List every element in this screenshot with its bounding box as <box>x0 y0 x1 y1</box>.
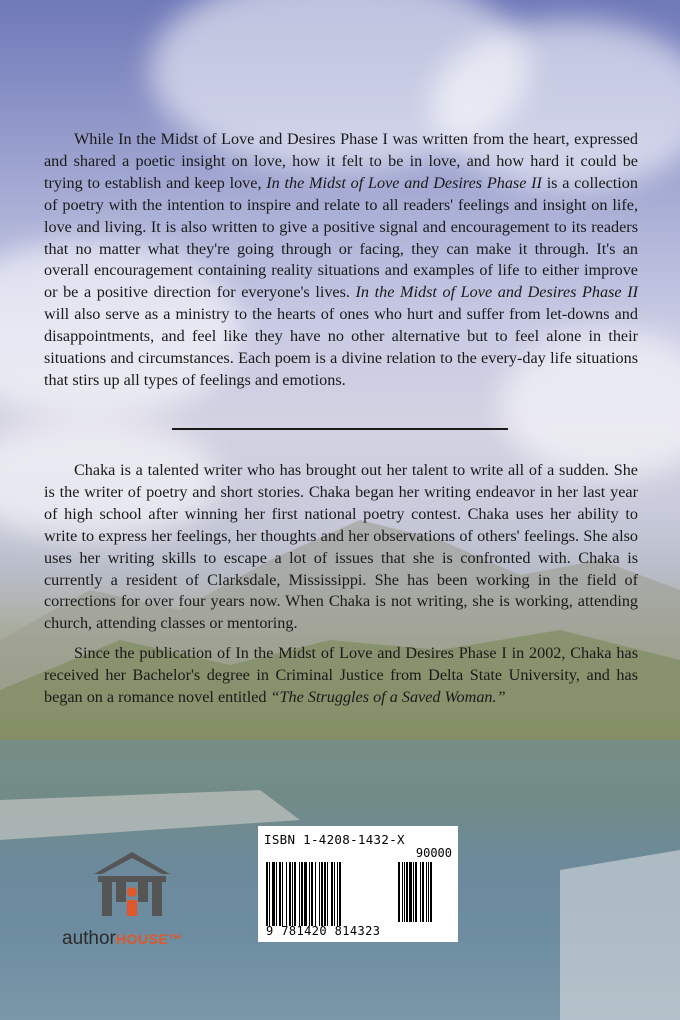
barcode-bar <box>319 862 320 926</box>
addon-bar <box>428 862 429 922</box>
barcode-bar <box>321 862 323 926</box>
barcode-bar <box>289 862 291 926</box>
barcode-bar <box>272 862 275 926</box>
barcode-bar <box>304 862 307 926</box>
book-description <box>44 129 638 392</box>
bio-paragraph: Chaka is a talented writer who has brought out her talent to write all of a sudden. She is the writer of poetry and short stories. Chaka began her writing endeavor in her last year of high school after winning her first national poetry contest. Chaka uses her ability to write to express her feelings, her thoughts and her observations of others' feelings. She also uses her writing skills to escape a lot of issues that she is confronted with. Chaka is currently a resident of Clarksdale, Mississippi. She has been working in the field of corrections for over four years now. When Chaka is not writing, she is working, attending church, attending classes or mentoring. <box>44 461 638 633</box>
publisher-name-house: HOUSE™ <box>115 931 183 947</box>
bio-text: Since the publication of In the Midst of Love and Desires Phase I in 2002, Chaka has received her Bachelor's degree in Criminal Justice from Delta State University, and has began on a romance novel entitled <box>44 644 638 707</box>
isbn-number: ISBN 1-4208-1432-X <box>264 832 405 847</box>
price-code: 90000 <box>415 846 452 860</box>
barcode-bar <box>292 862 293 926</box>
author-bio <box>44 460 638 709</box>
ean-number: 9 781420 814323 <box>266 924 381 938</box>
barcode-bar <box>269 862 270 926</box>
addon-bar <box>426 862 427 922</box>
barcode-bar <box>334 862 335 926</box>
publisher-logo <box>62 850 212 950</box>
barcode-bar <box>339 862 341 926</box>
addon-bar <box>413 862 414 922</box>
barcode-bar <box>299 862 300 926</box>
isbn-barcode <box>258 826 458 942</box>
house-logo-icon <box>90 850 174 920</box>
barcode-bar <box>294 862 296 926</box>
barcode-bar <box>331 862 333 926</box>
description-paragraph <box>44 129 638 392</box>
bio-paragraph <box>44 643 638 709</box>
addon-bar <box>430 862 432 922</box>
barcode-bar <box>309 862 310 926</box>
addon-bar <box>422 862 424 922</box>
description-text: is a collection of poetry with the intention to inspire and relate to all readers' feelings and insight on life, love and living. It is also written to give a positive signal and encouragement to its readers that no matter what they're going through or facing, they can make it through. It's an overall encouragement containing reality situations and examples of life to either improve or be a positive direction for everyone's lives. <box>44 173 638 302</box>
addon-bar <box>415 862 417 922</box>
addon-bar <box>398 862 400 922</box>
barcode-bar <box>286 862 287 926</box>
book-title-italic: In the Midst of Love and Desires Phase II <box>266 173 542 192</box>
description-text: While In the Midst of Love and Desires Phase I was written from the heart, expressed and shared a poetic insight on love, how it felt to be in love, and how hard it could be trying to establish and keep love, <box>44 130 638 192</box>
barcode-bar <box>276 862 277 926</box>
barcode-bar <box>311 862 313 926</box>
addon-bar <box>420 862 421 922</box>
publisher-name <box>62 928 183 950</box>
addon-bar <box>409 862 412 922</box>
description-text: will also serve as a ministry to the hearts of ones who hurt and suffer from let-downs and disappointments, and feel like they have no other alternative but to feel alone in their situations and circumstances. Each poem is a divine relation to the every-day life situations that stirs up all types of feelings and emotions. <box>44 305 638 389</box>
barcode-bar <box>279 862 281 926</box>
barcode-bar <box>266 862 268 926</box>
barcode-bar <box>282 862 283 926</box>
book-title-italic: In the Midst of Love and Desires Phase II <box>355 283 638 302</box>
barcode-bar <box>315 862 316 926</box>
addon-bar <box>406 862 408 922</box>
novel-title-italic: “The Struggles of a Saved Woman.” <box>270 688 506 707</box>
barcode-bar <box>301 862 303 926</box>
barcode-bar <box>337 862 338 926</box>
barcode-bar <box>324 862 326 926</box>
addon-bar <box>402 862 403 922</box>
divider <box>172 428 508 430</box>
publisher-name-author: author <box>62 928 116 949</box>
barcode-bar <box>327 862 328 926</box>
addon-bar <box>404 862 405 922</box>
